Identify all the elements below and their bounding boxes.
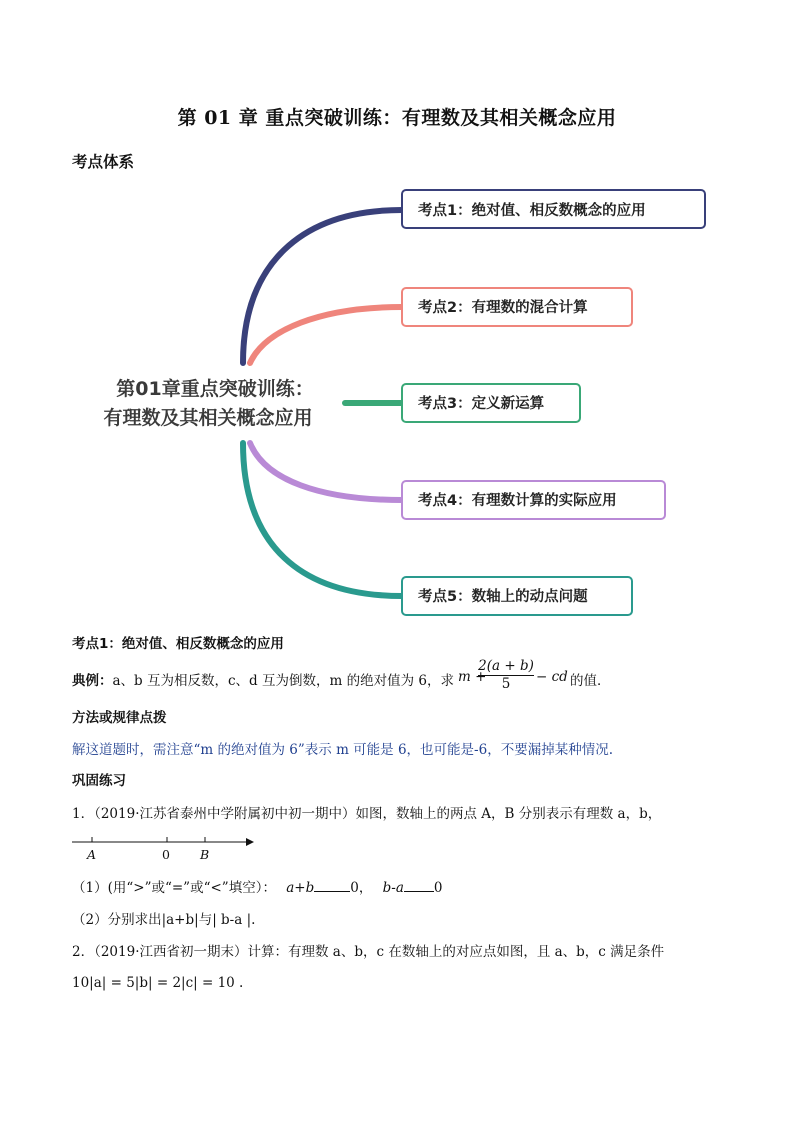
axis-label-b: B [200,847,210,862]
q1-part1 [72,876,443,896]
kp1-heading: 考点1：绝对值、相反数概念的应用 [72,636,284,652]
node-label-4: 考点4：有理数计算的实际应用 [418,493,617,509]
node-label-2: 考点2：有理数的混合计算 [418,300,588,316]
axis-label-zero: 0 [162,847,170,862]
fraction-denominator: 5 [501,676,511,692]
node-label-1: 考点1：绝对值、相反数概念的应用 [418,203,646,219]
expr-cd: − cd [536,669,568,685]
mindmap-center-line1: 第01章重点突破训练： [116,378,314,400]
q1-expr1: a+b [286,880,315,896]
method-text: 解这道题时，需注意“m 的绝对值为 6”表示 m 可能是 6，也可能是-6，不要漏掉某种情况. [72,742,613,758]
axis-label-a: A [87,847,97,862]
mindmap-diagram [0,170,794,630]
example-text: a、b 互为相反数，c、d 互为倒数，m 的绝对值为 6，求 [112,673,454,689]
q1-zero1: 0， [350,880,373,896]
example-label: 典例： [72,673,113,689]
fraction-numerator: 2(a + b) [478,658,534,674]
page-title: 第 01 章 重点突破训练：有理数及其相关概念应用 [177,107,617,129]
q1-part1-prefix: （1）(用“>”或“=”或“<”填空）： [72,880,276,896]
branch-4 [250,443,402,500]
q1-zero2: 0 [433,880,443,896]
node-label-3: 考点3：定义新运算 [418,396,545,412]
expr-m: m + [458,669,487,685]
branch-2 [250,307,402,363]
node-label-5: 考点5：数轴上的动点问题 [418,589,588,605]
method-heading: 方法或规律点拨 [72,710,167,726]
example-line [72,669,454,689]
answer-blank-1[interactable] [314,879,350,892]
q1-part2: （2）分别求出|a+b|与| b-a |. [72,912,256,928]
q1-text: 1．（2019·江苏省泰州中学附属初中初一期中）如图，数轴上的两点 A，B 分别表示有理数 a，b， [72,806,662,822]
q1-expr2: b-a [382,880,404,896]
fraction [478,658,534,692]
mindmap-center-line2: 有理数及其相关概念应用 [103,407,313,429]
example-tail: 的值． [570,673,611,689]
answer-blank-2[interactable] [404,879,434,892]
section-heading-system: 考点体系 [72,153,135,171]
practice-heading: 巩固练习 [72,773,126,789]
q2-equation: 10|a| = 5|b| = 2|c| = 10 . [72,975,244,991]
q2-text: 2．（2019·江西省初一期末）计算：有理数 a、b，c 在数轴上的对应点如图，且 a、b，c 满足条件 [72,944,665,960]
